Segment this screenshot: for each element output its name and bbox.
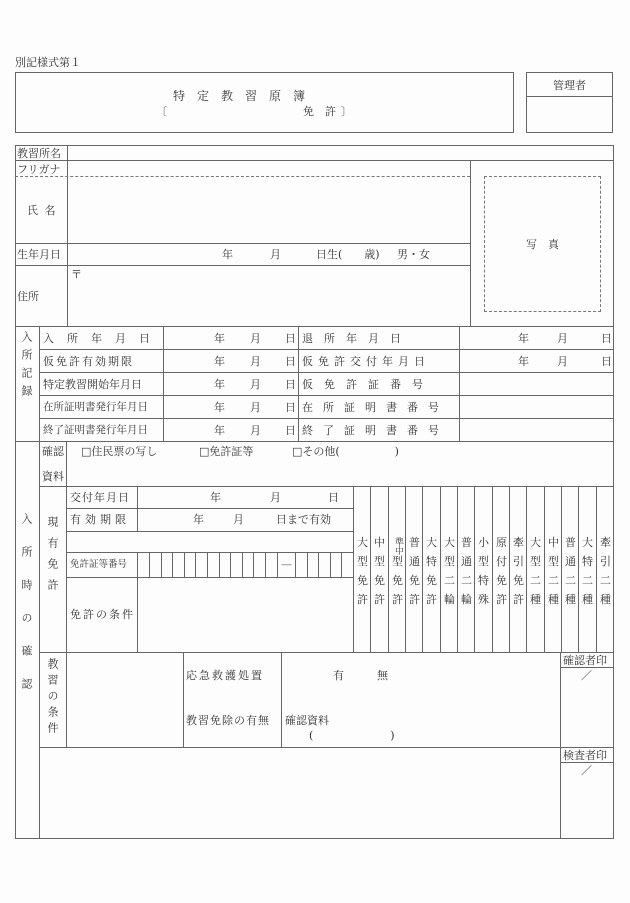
training-conditions-field[interactable] — [67, 653, 182, 746]
license-number-cell[interactable] — [137, 552, 149, 577]
year-unit: 年 — [214, 355, 225, 368]
completion-cert-date-label: 終了証明書発行年月日 — [43, 424, 148, 436]
confirmer-seal-field[interactable] — [561, 668, 613, 746]
admission-date-label: 入 所 年 月 日 — [43, 332, 151, 345]
day-unit: 日 — [328, 491, 339, 504]
name-label: 氏 名 — [27, 204, 56, 217]
provisional-number-label: 仮 免 許 証 番 号 — [302, 378, 423, 391]
manager-seal-field[interactable] — [527, 97, 612, 132]
year-unit: 年 — [193, 513, 204, 526]
enrollment-cert-number-label: 在所証明書番号 — [302, 401, 449, 414]
license-number-cell[interactable] — [295, 552, 307, 577]
day-unit: 日 — [285, 424, 296, 437]
month-unit: 月 — [250, 401, 261, 414]
year-unit: 年 — [214, 401, 225, 414]
conditions-label: 免許の条件 — [70, 608, 135, 621]
confirmer-seal-slash: ／ — [581, 669, 592, 682]
issue-date-label: 交付年月日 — [70, 491, 130, 504]
birth-label: 生年月日 — [17, 248, 61, 261]
first-aid-no[interactable]: 無 — [377, 669, 388, 682]
validity-suffix: 日まで有効 — [276, 513, 331, 526]
furigana-field[interactable] — [68, 161, 469, 176]
license-number-label: 免許証等番号 — [70, 559, 128, 570]
address-label: 住所 — [17, 290, 39, 303]
license-type-large-special[interactable]: 大 特 免 許 — [426, 536, 437, 606]
day-unit: 日 — [285, 378, 296, 391]
sex-selector[interactable]: 男・女 — [397, 248, 430, 261]
provisional-validity-label: 仮免許有効期限 — [43, 355, 134, 368]
license-number-cell[interactable] — [219, 552, 230, 577]
year-unit: 年 — [214, 424, 225, 437]
first-aid-yes[interactable]: 有 — [333, 669, 344, 682]
doc-option-license[interactable]: □免許証等 — [199, 445, 254, 458]
license-number-cell[interactable] — [184, 552, 195, 577]
docs-label-2: 資料 — [42, 470, 64, 483]
year-unit: 年 — [214, 332, 225, 345]
completion-cert-number-label: 終了証明書番号 — [302, 424, 449, 437]
doc-option-resident-card[interactable]: □住民票の写し — [81, 445, 158, 458]
provisional-issue-label: 仮免許交付年月日 — [302, 355, 430, 368]
license-number-cell[interactable] — [161, 552, 172, 577]
enrollment-cert-date-label: 在所証明書発行年月日 — [43, 401, 148, 413]
page-title: 特 定 教 習 原 簿 — [173, 89, 306, 103]
month-unit: 月 — [557, 332, 568, 345]
month-unit: 月 — [250, 332, 261, 345]
month-unit: 月 — [250, 378, 261, 391]
license-number-cell[interactable] — [318, 552, 330, 577]
license-number-cell[interactable] — [307, 552, 318, 577]
license-number-cell[interactable] — [195, 552, 207, 577]
docs-label-1: 確認 — [42, 445, 64, 458]
year-unit: 年 — [518, 332, 529, 345]
title-bracket-close: 〕 — [341, 105, 352, 118]
school-name-field[interactable] — [68, 146, 613, 160]
license-type-moped[interactable]: 原 付 免 許 — [496, 536, 507, 606]
address-field[interactable] — [68, 266, 469, 325]
license-type-ordinary-motorcycle[interactable]: 普 通 二 輪 — [461, 536, 472, 606]
form-label: 別記様式第１ — [15, 56, 81, 69]
license-number-cell[interactable] — [253, 552, 265, 577]
first-aid-label: 応急救護処置 — [186, 669, 264, 682]
license-type-medium[interactable]: 中 型 免 許 — [374, 536, 385, 606]
confirm-docs-label: 確認資料 — [285, 714, 329, 727]
license-number-cell[interactable] — [207, 552, 219, 577]
title-box — [15, 72, 514, 133]
day-unit: 日 — [601, 332, 612, 345]
license-extra-field[interactable] — [67, 532, 352, 552]
license-number-cell[interactable] — [330, 552, 341, 577]
license-type-small-special[interactable]: 小 型 特 殊 — [478, 536, 489, 606]
day-unit: 日 — [601, 355, 612, 368]
confirm-docs-field[interactable]: ( ) — [309, 729, 395, 742]
school-name-label: 教習所名 — [17, 147, 61, 160]
birth-month-unit: 月 — [270, 248, 281, 261]
completion-cert-number-field[interactable] — [460, 419, 613, 441]
enrollment-cert-number-field[interactable] — [460, 396, 613, 418]
admission-check-label: 入所時の確認 — [20, 513, 33, 711]
license-number-cell[interactable] — [230, 552, 242, 577]
license-number-cell[interactable] — [265, 552, 277, 577]
month-unit: 月 — [233, 513, 244, 526]
current-license-label: 現有免許 — [46, 516, 59, 600]
inspector-seal-field[interactable] — [561, 763, 613, 838]
title-license-label: 免 許 — [303, 105, 336, 118]
license-number-dash: — — [277, 552, 295, 577]
manager-box — [526, 72, 613, 133]
day-unit: 日 — [285, 401, 296, 414]
exemption-label: 教習免除の有無 — [186, 714, 270, 727]
license-type-large-motorcycle[interactable]: 大 型 二 輪 — [444, 536, 455, 606]
license-number-cell[interactable] — [242, 552, 253, 577]
birth-year-unit: 年 — [222, 248, 233, 261]
confirmer-seal-label: 確認者印 — [563, 654, 607, 667]
special-training-start-label: 特定教習開始年月日 — [43, 378, 142, 391]
month-unit: 月 — [270, 491, 281, 504]
license-type-large-class2[interactable]: 大 型 二 種 — [530, 536, 541, 606]
license-number-cell[interactable] — [149, 552, 161, 577]
photo-label: 写 真 — [526, 238, 559, 251]
notes-field[interactable] — [40, 748, 559, 838]
name-field[interactable] — [68, 177, 469, 243]
license-type-semi-medium[interactable]: 準中 型 免 許 — [392, 537, 403, 606]
month-unit: 月 — [250, 424, 261, 437]
title-bracket-open: 〔 — [156, 105, 167, 118]
postal-mark: 〒 — [71, 268, 82, 281]
license-number-cell[interactable] — [341, 552, 353, 577]
inspector-seal-label: 検査者印 — [563, 749, 607, 762]
license-type-towing[interactable]: 牽 引 免 許 — [513, 536, 524, 606]
day-unit: 日 — [285, 355, 296, 368]
photo-area[interactable] — [484, 176, 601, 312]
day-unit: 日 — [285, 332, 296, 345]
leave-date-label: 退 所 年 月 日 — [302, 332, 401, 345]
manager-label: 管理者 — [527, 73, 612, 97]
license-type-towing-class2[interactable]: 牽 引 二 種 — [600, 536, 611, 606]
license-type-large[interactable]: 大 型 免 許 — [357, 536, 368, 606]
year-unit: 年 — [214, 378, 225, 391]
year-unit: 年 — [210, 491, 221, 504]
month-unit: 月 — [250, 355, 261, 368]
month-unit: 月 — [557, 355, 568, 368]
training-conditions-label: 教習の条件 — [46, 658, 59, 738]
license-number-cell[interactable] — [172, 552, 184, 577]
provisional-number-field[interactable] — [460, 373, 613, 395]
validity-label: 有効期限 — [70, 513, 130, 526]
license-type-ordinary[interactable]: 普 通 免 許 — [409, 536, 420, 606]
doc-option-other[interactable]: □その他( ) — [292, 445, 399, 458]
year-unit: 年 — [518, 355, 529, 368]
furigana-label: フリガナ — [17, 163, 61, 176]
license-type-medium-class2[interactable]: 中 型 二 種 — [548, 536, 559, 606]
admission-record-label: 入所記録 — [20, 331, 33, 403]
license-type-large-special-class2[interactable]: 大 特 二 種 — [582, 536, 593, 606]
birth-day-age: 日生( 歳) — [316, 248, 380, 261]
conditions-field[interactable] — [138, 578, 352, 651]
inspector-seal-slash: ／ — [581, 764, 592, 777]
license-type-ordinary-class2[interactable]: 普 通 二 種 — [565, 536, 576, 606]
